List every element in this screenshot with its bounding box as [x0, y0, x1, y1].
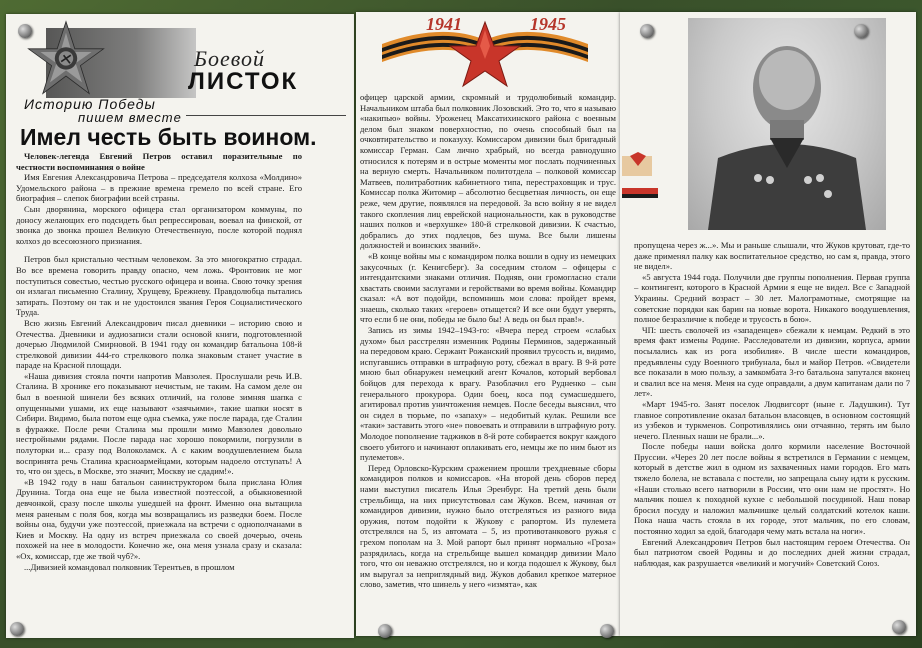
article-paragraph: «В 1942 году в наш батальон санинструктором была прислана Юлия Друнина. Тогда она еще не была известной поэтессой, а обыкновенной девчонкой, сразу после школы ушедшей на фронт. Именно она вытащила меня раненым с поля боя, когда мы возвращались из разведки боем. После войны она, будучи уже поэтессой, приезжала на встречи с однополчанами в Киев и Москву. На одну из встреч приезжала со своей дочерью, очень похожей на нее в молодости. Конечно же, она меня узнала сразу и сказала: «Ох, комиссар, где же твой чуб?». [16, 476, 302, 561]
article-paragraph: ЧП: шесть сволочей из «западенцев» сбежали к немцам. Редкий в это время факт измены Родине. Расследователи из дивизии, корпуса, армии посылались как из рога изобилия». В числе шести командиров, предъявлены суду Военного трибунала, был и майор Петров. «Свидетели все показали в мою пользу, а замкомбата 3-го батальона запутался вконец и свалил все на меня. Меня на суде оправдали, а двум капитанам дали по 7 лет». [634, 324, 910, 399]
right-article-text [634, 240, 910, 634]
article-paragraph: «5 августа 1944 года. Получили две группы пополнения. Первая группа – контингент, которого в Красной Армии я еще не видел. Все с Западной Украины. Средний возраст – 30 лет. Малограмотные, смотрящие на советские порядки как барин на новые ворота. Никакого воодушевления, полное безразличие к победе и трусость в бою». [634, 271, 910, 325]
article-paragraph: «Наша дивизия стояла почти напротив Мавзолея. Прослушали речь И.В. Сталина. В хронике его показывают нечистым, не таким. На самом деле он был в военной шинели без всяких отличий, на голове зимняя шапка с опущенными ушами, их еще называют «заячьими», такие шапки носят в Сибири. Видимо, была потом еще одна съемка, уже после парада, где Сталин в фуражке. После речи Сталина мы прошли мимо Мавзолея довольно нестройными рядами. После парада нас хорошо покормили, погрузили в полуторки и... сразу под Волоколамск. А с каким воодушевлением была воспринята речь Сталина красноармейцами, которым надоело отступать! А то, что он здесь, в Москве, это значит, Москву не сдадим!». [16, 370, 302, 477]
order-of-patriotic-war-icon [26, 20, 106, 100]
pin-icon [378, 624, 392, 638]
article-paragraph: пропущена через ж...». Мы и раньше слышали, что Жуков крутоват, где-то даже применял палку как воспитательное средство, но сам я, правда, этого не видел». [634, 240, 910, 272]
logo-top-text: Боевой [194, 46, 266, 71]
year-end: 1945 [530, 14, 566, 34]
pin-icon [640, 24, 654, 38]
victory-emblem-icon [620, 152, 660, 200]
year-start: 1941 [426, 14, 462, 34]
article-paragraph: Сын дворянина, морского офицера стал организатором коммуны, по доносу желающих его подсидеть был репрессирован, воевал на финской, от звонка до звонка прошел Великую Отечественную, после которой поднял колхоз до всесоюзного признания. [16, 203, 302, 246]
article-paragraph: Петров был кристально честным человеком. За это многократно страдал. Во все времена говорить правду опасно, чем ложь. Фронтовик не мог поступиться совестью, честью русского офицера и воина. Свою точку зрения он излагал письменно Сталину, Хрущеву, Брежневу. Правдолюбца пытались затирать. Поэтому он так и не удостоился звания Героя Социалистического Труда. [16, 254, 302, 318]
tagline-rule [186, 115, 346, 116]
right-sheet [620, 12, 916, 636]
tagline-line-1: Историю Победы [24, 96, 156, 112]
pin-icon [10, 622, 24, 636]
pin-icon [600, 624, 614, 638]
article-paragraph: «Март 1945-го. Занят поселок Людвигсорт (ныне г. Ладушкин). Тут главное сопротивление оказал батальон власовцев, в основном состоящий из узбеков и туркменов. Сопротивлялись они отчаянно, терять им было нечего. Пленных наши не брали...». [634, 398, 910, 441]
article-paragraph: Имя Евгения Александровича Петрова – председателя колхоза «Молдино» Удомельского района – в прежние времена гремело по всей стране. Его биография – слепок биографии всей страны. [16, 172, 302, 204]
article-paragraph: Всю жизнь Евгений Александрович писал дневники – историю свою и Отечества. Дневники и аудиозаписи стали основой книги, подготовленной дочерью Людмилой Смирновой. В 1941 году он командир батальона 108-й стрелковой дивизии 444-го стрелкового полка знаковым станет участие в параде на Красной площади. [16, 317, 302, 371]
article-paragraph: офицер царской армии, скромный и трудолюбивый командир. Начальником штаба был полковник Лозовский. Это то, что я называю «накипью» войны. Уроженец Максатихинского района с военным делом был знаком поверхностно, по очень способный был на очковтирательство и показуху. Комиссаром дивизии был бригадный комиссар Герман. Сам лично храбрый, но всегда равнодушно относился к потерям и в острые моменты мог послать подчиненных на верную смерть. Начальником политотдела – полковой комиссар Матвеев, политработник кабинетного типа, перестраховщик и трус. Комиссар полка Житомир – абсолютно бесцветная личность, он еще реже, чем другие, появлялся на передовой. За всю войну я не видел такого скопления лиц еврейской национальности, как в руководстве наших полков и «верхушке» 180-й стрелковой дивизии. К счастью, добрались до этих подлецов, без шума. Все были лишены должностей и воинских званий». [360, 92, 616, 251]
article-paragraph: Евгений Александрович Петров был настоящим героем Отечества. Он был патриотом своей Родины и до последних дней жизни страдал, наблюдая, как разрушается «великий и могучий» Советский Союз. [634, 536, 910, 568]
article-paragraph: ...Дивизией командовал полковник Терентьев, в прошлом [24, 561, 235, 572]
tagline-line-2: пишем вместе [78, 110, 182, 125]
logo-bottom-text: ЛИСТОК [188, 68, 299, 95]
article-paragraph: Запись из зимы 1942–1943-го: «Вчера перед строем «слабых духом» был расстрелян изменник Родины Перминов, задержанный на передовом краю. Сержант Рожанский проявил трусость и, видимо, испугавшись отправки в штрафную роту, сбежал в врагу. В 9-й роте мною был обнаружен немецкий агент Кочалов, который вербовал бойцов для перехода к врагу. Разоблачил его Рудненко – сын генерального прокурора. Один боец, коса под сумасшедшего, агитировал против уничтожения немцев. После беседы выяснил, что он сидел в тюрьме, по «запаху» – недобитый кулак. Решили все «таки» заставить этого «не» повоевать и отправили в штрафную роту. Молодое пополнение таджиков в 8-й роте собирается вокруг каждого своего убитого и начинают оплакивать его, немцы же по ним бьют из пулеметов». [360, 325, 616, 463]
boevoy-listok-logo [182, 46, 348, 106]
pin-icon [854, 24, 868, 38]
article-paragraph: Перед Орловско-Курским сражением прошли трехдневные сборы командиров полков и комиссаров. «На второй день сборов перед нами выступил писатель Илья Эренбург. На третий день были стрельбища, на них присутствовал сам Жуков. Всем, начиная от командиров дивизии, нужно было отстреляться из разного вида оружия, потом подойти к Жукову с рапортом. Из пулемета отстрелялся на 5, из автомата – 5, из противотанкового ружья с грехом пополам на 3. Мой рапорт был принят нормально «Гроза» разрядилась, когда на стрельбище вышел командир дивизии Мало того, что он неважно отстрелялся, но и когда подошел к Жукову, был им выругал за неприглядный вид. Жуков добавил крепкое матерное слово, заметив, что шинель у него «измята», как [360, 462, 616, 590]
left-article-text [16, 151, 302, 637]
middle-sheet [356, 12, 620, 636]
lead-paragraph: Человек-легенда Евгений Петров оставил поразительные по честности воспоминания о войне [16, 151, 302, 172]
left-sheet [6, 14, 354, 638]
middle-article-text [360, 92, 616, 634]
article-headline: Имел честь быть воином. [20, 124, 317, 150]
pin-icon [18, 24, 32, 38]
war-years [426, 14, 566, 35]
article-paragraph: После победы наши войска долго кормили население Восточной Пруссии. «Через 20 лет после войны я встретился в Германии с немцем, который в детстве жил в одном из захваченных нами городов. Его мать тяжело болела, не вставала с постели, но запрещала сыну идти к русским. «Наши столько всего натворили в России, что они нам не простят». Но мальчик пошел к походной кухне с небольшой посудиной. Наш повар бросил посуду и наложил мальчишке целый солдатский котелок каши. Пока наша часть стояла в их городе, этот мальчик, по его словам, постоянно ходил за едой, благодаря чему мать встала на ноги». [634, 441, 910, 537]
pin-icon [892, 620, 906, 634]
article-paragraph: «В конце войны мы с командиром полка вошли в одну из немецких закусочных (г. Кенигсберг). За соседним столом – офицеры с интендантскими знаками отличия. Подняв, они громогласно стали хвастать своими заслугами и геройствами во время войны. Командир сказал: «А вот подойди, вспомнишь мои слова: пройдет время, знаешь, сколько таких «героев» отыщется? И все они будут уверять, что если б не они, победы не было бы! А ведь он был прав!». [360, 250, 616, 325]
portrait-photo [688, 18, 886, 230]
